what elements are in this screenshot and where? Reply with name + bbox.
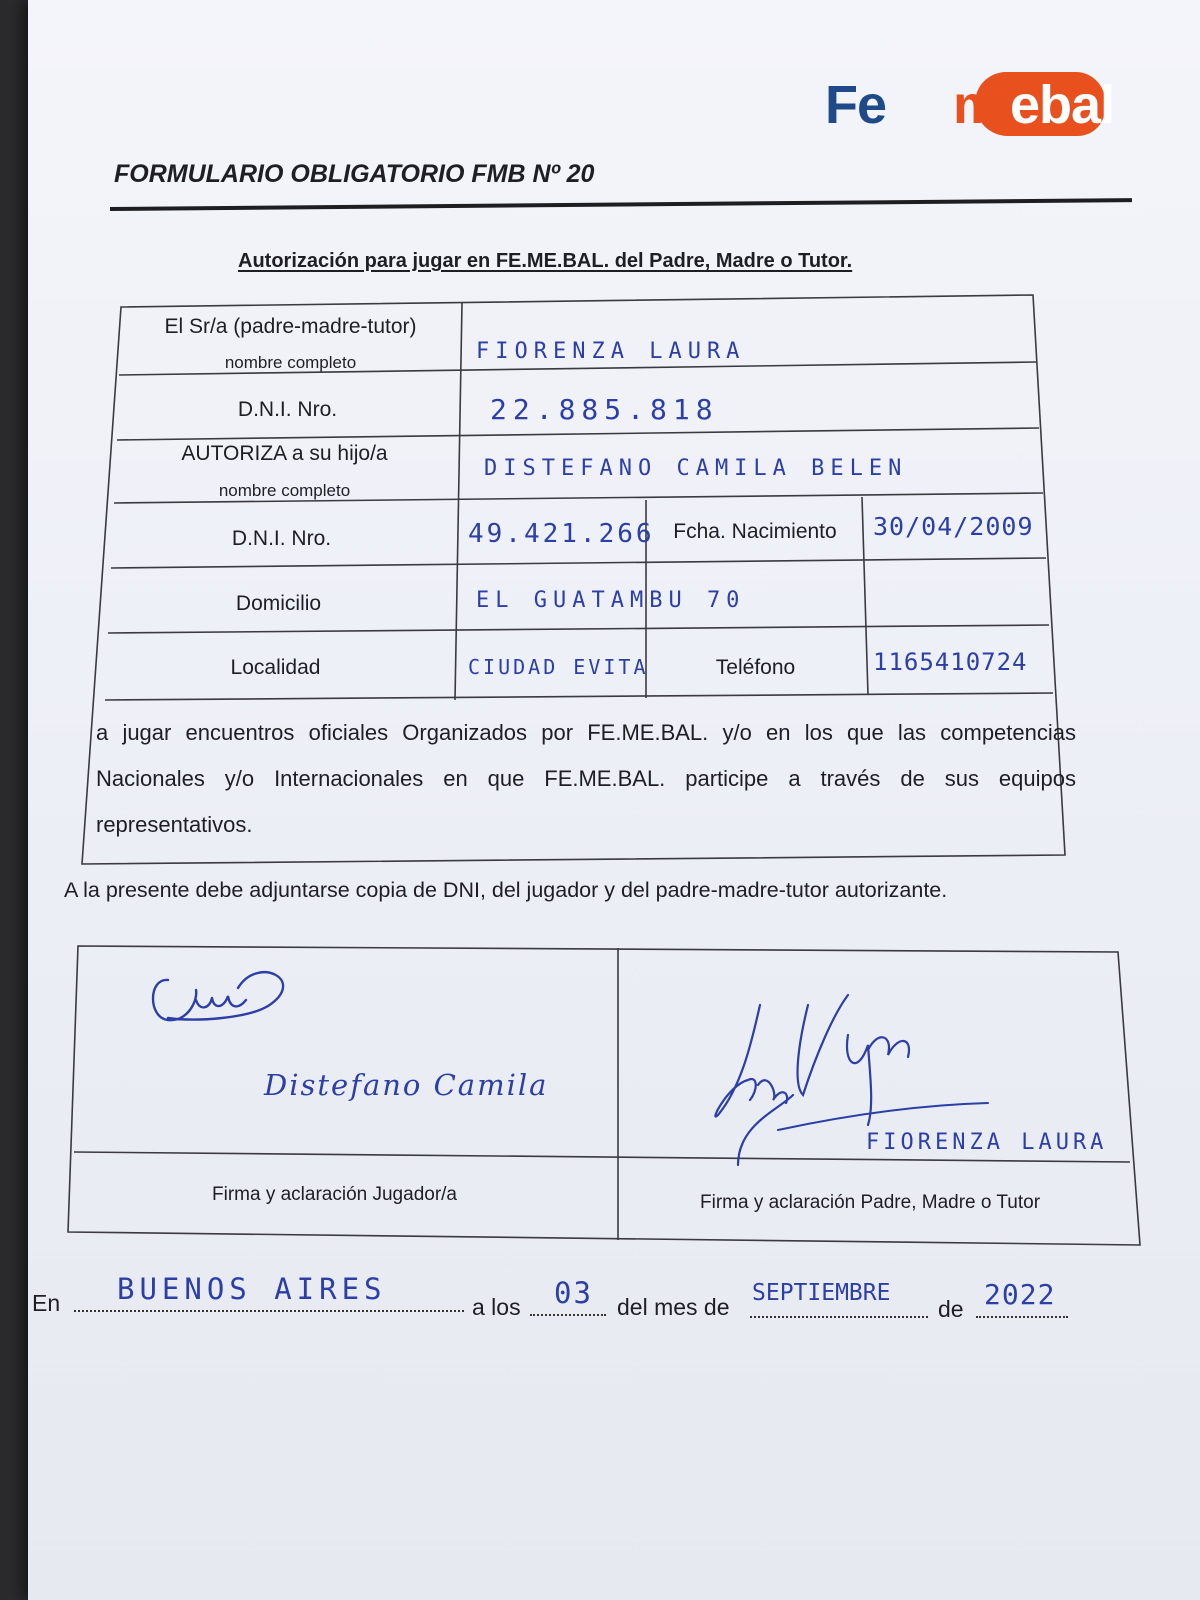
form-subtitle: Autorización para jugar en FE.ME.BAL. del Padre, Madre o Tutor. — [238, 250, 853, 272]
place-field[interactable]: BUENOS AIRES — [117, 1272, 387, 1306]
tutor-name-field[interactable]: FIORENZA LAURA — [476, 339, 746, 364]
form-sheet: Fe m ebal FORMULARIO OBLIGATORIO FMB Nº 20 Autorización para jugar en FE.ME.BAL. del Padre, Madre o Tutor. El Sr/a (padre-madre-tutor) nombre completo FIORENZA LAURA D.N.I. Nro. 22.885.818 AUTORIZA a su hijo/a nombre completo DISTEFANO CAMILA BELEN D.N.I. Nro. 49.421.266 Fcha. Nacimiento 30/04/2009 Domicilio EL GUATAMBU 70 Localidad CIUDAD EVITA Teléfono 1165410724 a jugar encuentros oficiales Organizados por FE.ME.BAL. y/o en los que las competencias Nacionales y/o Internacionales en que FE.ME.BAL. participe a través de sus equipos representativos. A la presente debe adjuntarse copia de DNI, del jugador y del padre-madre-tutor autorizante. Distefano Camila FIORENZA LAURA Firma y aclaración Jugador/a Firma y aclaración Padre, Madre o Tutor En BUENOS AIRES a los 03 del mes de SEPTIEMBRE de 2022 — [28, 0, 1200, 1600]
date-a-los-label: a los — [472, 1294, 521, 1320]
month-field[interactable]: SEPTIEMBRE — [752, 1280, 891, 1306]
tutor-dni-field[interactable]: 22.885.818 — [490, 393, 719, 426]
date-line — [32, 1272, 1192, 1322]
child-name-field[interactable]: DISTEFANO CAMILA BELEN — [484, 456, 908, 481]
player-clarification: Distefano Camila — [264, 1068, 549, 1102]
city-field[interactable]: CIUDAD EVITA — [468, 655, 649, 679]
birth-date-field[interactable]: 30/04/2009 — [873, 512, 1034, 541]
attachment-note: A la presente debe adjuntarse copia de DNI, del jugador y del padre-madre-tutor autorizante. — [64, 878, 948, 902]
form-title: FORMULARIO OBLIGATORIO FMB Nº 20 — [114, 160, 595, 188]
year-field[interactable]: 2022 — [984, 1278, 1056, 1311]
authorization-paragraph: a jugar encuentros oficiales Organizados por FE.ME.BAL. y/o en los que las competencias Nacionales y/o Internacionales en que FE.ME.BAL. participe a través de sus equipos representativos. — [96, 720, 1076, 837]
player-signature-icon — [138, 960, 298, 1040]
autoriza-label: AUTORIZA a su hijo/a — [181, 442, 388, 465]
parent-clarification: FIORENZA LAURA — [866, 1130, 1108, 1155]
child-dni-field[interactable]: 49.421.266 — [468, 519, 655, 549]
city-label: Localidad — [230, 656, 321, 679]
phone-label: Teléfono — [715, 656, 796, 679]
address-field[interactable]: EL GUATAMBU 70 — [476, 588, 746, 613]
date-del-mes-label: del mes de — [617, 1294, 730, 1320]
phone-field[interactable]: 1165410724 — [873, 648, 1028, 676]
tutor-sublabel: nombre completo — [224, 353, 357, 372]
birth-date-label: Fcha. Nacimiento — [673, 520, 837, 543]
parent-signature-label: Firma y aclaración Padre, Madre o Tutor — [700, 1192, 1041, 1213]
date-en-label: En — [32, 1290, 61, 1316]
date-de-label: de — [938, 1296, 964, 1322]
player-signature-label: Firma y aclaración Jugador/a — [212, 1184, 457, 1205]
child-sublabel: nombre completo — [218, 481, 351, 500]
tutor-dni-label: D.N.I. Nro. — [237, 398, 338, 421]
child-dni-label: D.N.I. Nro. — [231, 527, 332, 550]
tutor-label: El Sr/a (padre-madre-tutor) — [164, 315, 417, 338]
day-field[interactable]: 03 — [554, 1276, 593, 1310]
address-label: Domicilio — [235, 592, 322, 615]
